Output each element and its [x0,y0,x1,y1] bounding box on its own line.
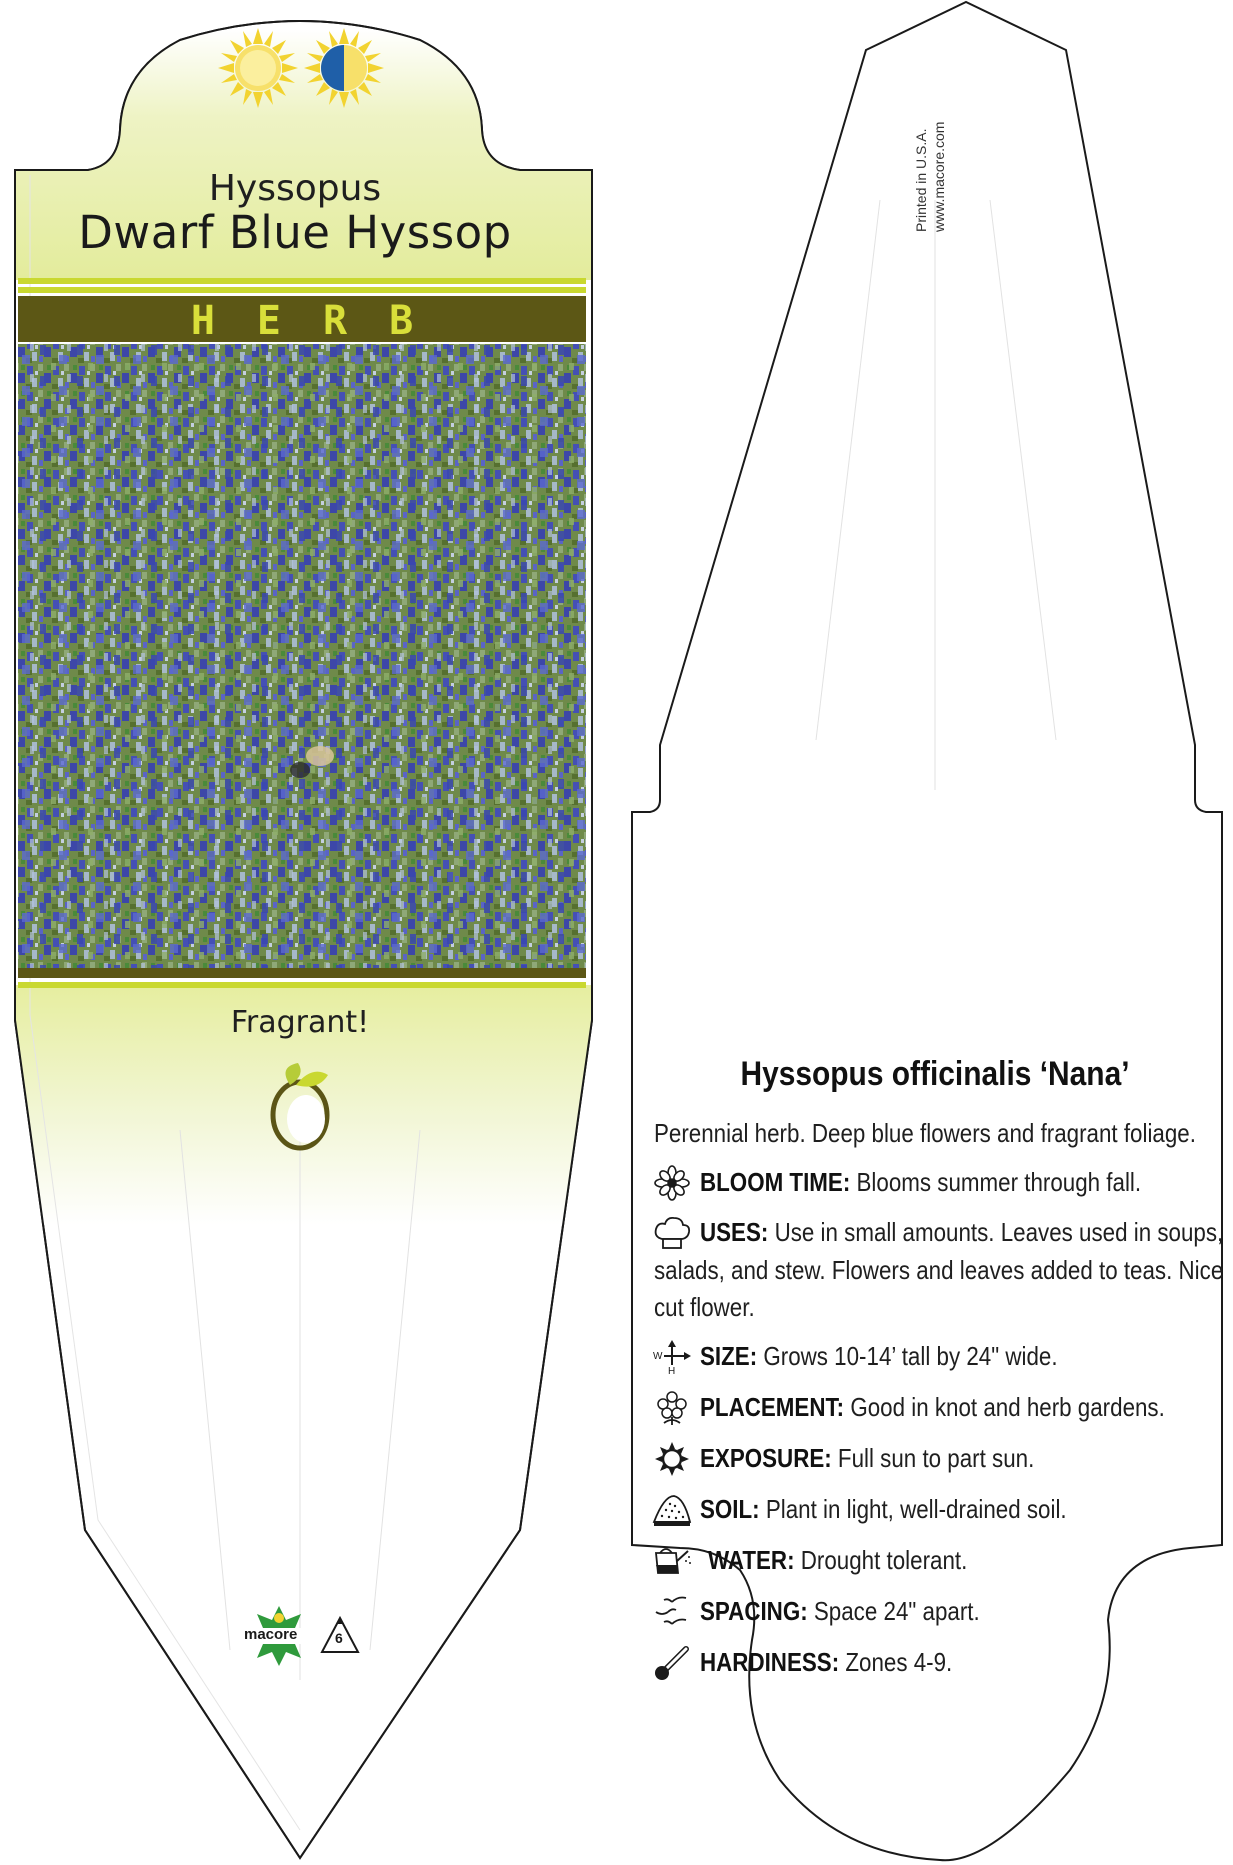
thermometer-icon [652,1645,692,1681]
hardiness-text: Zones 4-9. [845,1647,953,1677]
chef-hat-icon [652,1215,692,1251]
size-arrows-icon [652,1339,692,1375]
sun-outline-icon [652,1441,692,1477]
bloom-time-text: Blooms summer through fall. [856,1167,1142,1197]
brand-name: macore [244,1626,298,1643]
full-sun-icon [218,28,298,108]
water-text: Drought tolerant. [800,1545,968,1575]
exposure-text: Full sun to part sun. [837,1443,1035,1473]
print-credits [912,122,948,232]
placement-label: PLACEMENT: [700,1392,845,1422]
seedlings-icon [652,1594,692,1630]
size-icon-h: H [668,1366,676,1375]
flower-cluster-icon [652,1390,692,1426]
recycle-code: 6 [335,1630,343,1646]
part-sun-icon [304,28,384,108]
exposure-label: EXPOSURE: [700,1443,832,1473]
water-label: WATER: [708,1545,795,1575]
spacing-text: Space 24" apart. [813,1596,980,1626]
category-label: HERB [190,298,456,344]
printed-in: Printed in U.S.A. [913,128,929,232]
size-icon-w: W [653,1351,663,1362]
flower-icon [652,1165,692,1201]
hardiness-label: HARDINESS: [700,1647,840,1677]
back-tag-outline [632,2,1222,1860]
size-label: SIZE: [700,1341,758,1371]
spacing-label: SPACING: [700,1596,808,1626]
plant-description: Perennial herb. Deep blue flowers and fragrant foliage. [654,1118,1196,1148]
uses-text-line-2: salads, and stew. Flowers and leaves added to teas. Nice [654,1255,1224,1285]
soil-mound-icon [652,1492,692,1528]
website: www.macore.com [931,121,947,232]
uses-text-line-3: cut flower. [654,1292,755,1322]
front-genus: Hyssopus [208,168,382,209]
botanical-name: Hyssopus officinalis ‘Nana’ [740,1055,1130,1093]
placement-text: Good in knot and herb gardens. [850,1392,1165,1422]
size-text: Grows 10-14’ tall by 24" wide. [763,1341,1058,1371]
uses-text: Use in small amounts. Leaves used in soups, [774,1217,1224,1247]
watering-can-icon [652,1543,692,1579]
bloom-time-label: BLOOM TIME: [700,1167,851,1197]
tagline: Fragrant! [230,1005,370,1040]
uses-label: USES: [700,1217,769,1247]
soil-label: SOIL: [700,1494,760,1524]
soil-text: Plant in light, well-drained soil. [765,1494,1067,1524]
front-common-name: Dwarf Blue Hyssop [78,206,512,259]
